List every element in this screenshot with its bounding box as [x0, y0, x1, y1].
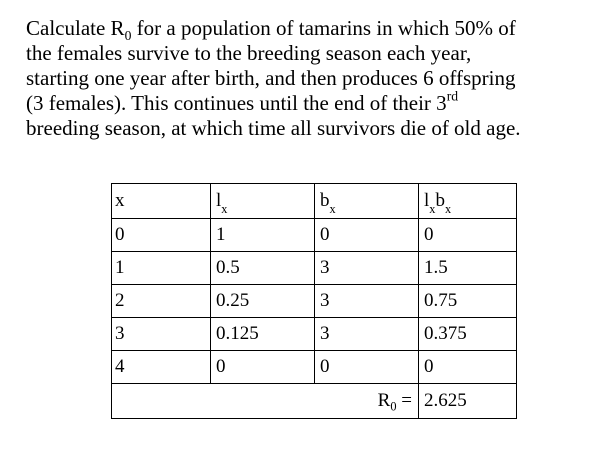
subscript: x — [444, 201, 452, 216]
problem-line-4 — [26, 88, 586, 116]
header-symbol: b — [320, 190, 330, 211]
header-lx — [211, 184, 315, 219]
problem-line-5: breeding season, at which time all survivors die of old age. — [26, 116, 521, 140]
cell-lx: 0.125 — [211, 318, 315, 351]
header-symbol: b — [435, 190, 445, 211]
cell-lxbx: 0 — [419, 351, 517, 384]
cell-bx: 0 — [315, 351, 419, 384]
problem-text: (3 females). This continues until the end of their 3 — [26, 91, 447, 115]
table-row — [112, 219, 517, 252]
problem-text: for a population of tamarins in which 50% of — [131, 16, 516, 40]
problem-statement — [26, 16, 586, 141]
r0-label — [112, 384, 419, 419]
header-lxbx — [419, 184, 517, 219]
table-row — [112, 351, 517, 384]
cell-bx: 3 — [315, 318, 419, 351]
problem-line-1 — [26, 16, 586, 41]
cell-lx: 0.25 — [211, 285, 315, 318]
subscript: 0 — [390, 399, 397, 414]
cell-x: 0 — [112, 219, 211, 252]
subscript: x — [429, 201, 436, 216]
cell-lxbx: 0 — [419, 219, 517, 252]
table-total-row — [112, 384, 517, 419]
header-bx — [315, 184, 419, 219]
cell-x: 2 — [112, 285, 211, 318]
cell-bx: 3 — [315, 252, 419, 285]
problem-text: Calculate R — [26, 16, 125, 40]
cell-lxbx: 0.375 — [419, 318, 517, 351]
r0-value: 2.625 — [419, 384, 517, 419]
table-row — [112, 285, 517, 318]
cell-x: 3 — [112, 318, 211, 351]
cell-x: 1 — [112, 252, 211, 285]
cell-bx: 0 — [315, 219, 419, 252]
subscript: x — [221, 201, 228, 216]
table-row — [112, 318, 517, 351]
header-x: x — [112, 184, 211, 219]
r0-symbol: R — [377, 390, 391, 411]
header-symbol: l — [216, 190, 222, 211]
superscript: rd — [446, 88, 459, 104]
equals-sign: = — [396, 390, 412, 411]
cell-bx: 3 — [315, 285, 419, 318]
life-table — [111, 183, 517, 419]
table-header-row — [112, 184, 517, 219]
cell-lx: 1 — [211, 219, 315, 252]
cell-lx: 0.5 — [211, 252, 315, 285]
cell-lxbx: 1.5 — [419, 252, 517, 285]
problem-line-2: the females survive to the breeding season each year, — [26, 41, 472, 65]
subscript: 0 — [124, 27, 132, 43]
cell-lx: 0 — [211, 351, 315, 384]
cell-x: 4 — [112, 351, 211, 384]
subscript: x — [329, 201, 336, 216]
table-row — [112, 252, 517, 285]
header-symbol: l — [424, 190, 430, 211]
cell-lxbx: 0.75 — [419, 285, 517, 318]
problem-line-3: starting one year after birth, and then produces 6 offspring — [26, 66, 516, 90]
